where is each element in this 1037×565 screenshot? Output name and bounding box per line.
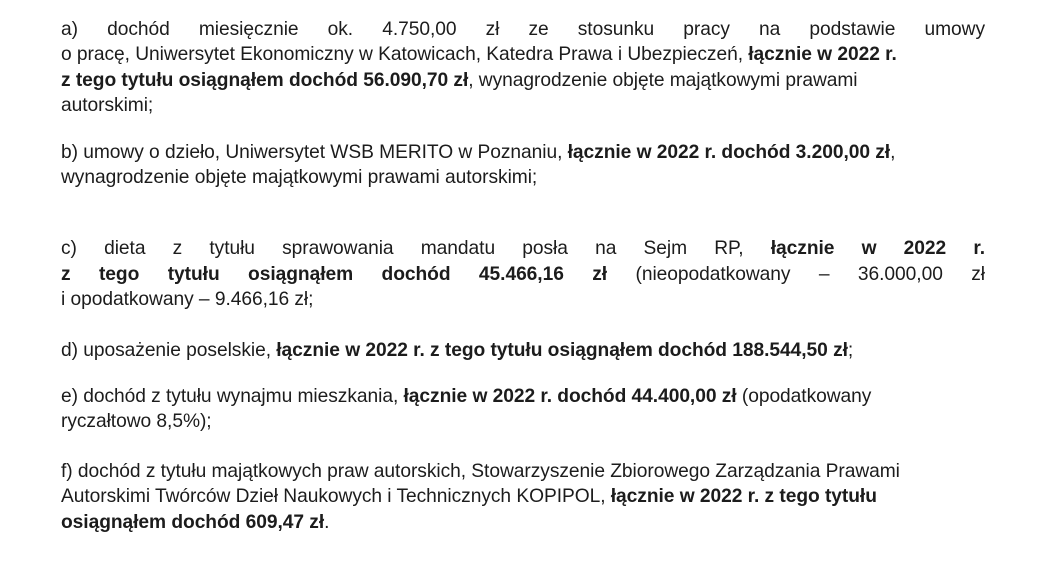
text-run: ryczałtowo 8,5%); (61, 411, 212, 433)
text-line (61, 338, 985, 363)
bold-text-run: łącznie w 2022 r. z tego tytułu (610, 486, 877, 508)
text-line (61, 510, 985, 535)
paragraph-spacer (61, 435, 985, 459)
text-run: ; (847, 339, 854, 361)
income-item-c (61, 236, 985, 312)
text-run: d) uposażenie poselskie, (61, 339, 277, 361)
text-run: wynagrodzenie objęte majątkowymi prawami autorskimi; (61, 167, 538, 189)
bold-text-run: łącznie w 2022 r. z tego tytułu osiągnąłem dochód 188.544,50 zł (276, 339, 848, 361)
document-text-body (61, 17, 985, 535)
text-run: autorskimi; (61, 95, 154, 117)
text-line (61, 262, 985, 287)
bold-text-run: łącznie w 2022 r. dochód 3.200,00 zł (567, 141, 891, 163)
paragraph-spacer (61, 190, 985, 236)
income-item-b (61, 140, 985, 191)
income-item-f (61, 459, 985, 535)
text-run: , (890, 141, 896, 163)
text-run: c) dieta z tytułu sprawowania mandatu posła na Sejm RP, (61, 238, 771, 260)
text-line (61, 484, 985, 509)
bold-text-run: z tego tytułu osiągnąłem dochód 45.466,16 zł (61, 263, 608, 285)
text-run: b) umowy o dzieło, Uniwersytet WSB MERITO w Poznaniu, (61, 141, 568, 163)
text-line (61, 68, 985, 93)
bold-text-run: łącznie w 2022 r. (770, 238, 985, 260)
text-line (61, 409, 985, 434)
text-run: , wynagrodzenie objęte majątkowymi prawami (468, 69, 858, 91)
text-run: f) dochód z tytułu majątkowych praw autorskich, Stowarzyszenie Zbiorowego Zarządzania Prawami (61, 460, 900, 482)
text-run: i opodatkowany – 9.466,16 zł; (61, 289, 314, 311)
text-line (61, 93, 985, 118)
text-run: o pracę, Uniwersytet Ekonomiczny w Katowicach, Katedra Prawa i Ubezpieczeń, (61, 44, 749, 66)
text-line (61, 236, 985, 261)
text-line (61, 384, 985, 409)
income-item-d (61, 338, 985, 363)
text-line (61, 42, 985, 67)
text-line (61, 165, 985, 190)
paragraph-spacer (61, 363, 985, 384)
text-line (61, 459, 985, 484)
bold-text-run: z tego tytułu osiągnąłem dochód 56.090,70 zł (61, 69, 469, 91)
text-run: Autorskimi Twórców Dzieł Naukowych i Technicznych KOPIPOL, (61, 486, 611, 508)
text-run: . (324, 511, 330, 533)
bold-text-run: łącznie w 2022 r. (748, 44, 897, 66)
text-line (61, 140, 985, 165)
text-line (61, 17, 985, 42)
text-run: (nieopodatkowany – 36.000,00 zł (607, 263, 985, 285)
income-item-e (61, 384, 985, 435)
paragraph-spacer (61, 119, 985, 140)
income-item-a (61, 17, 985, 119)
bold-text-run: osiągnąłem dochód 609,47 zł (61, 511, 325, 533)
text-run: a) dochód miesięcznie ok. 4.750,00 zł ze stosunku pracy na podstawie umowy (61, 19, 985, 40)
text-run: e) dochód z tytułu wynajmu mieszkania, (61, 386, 404, 408)
bold-text-run: łącznie w 2022 r. dochód 44.400,00 zł (403, 386, 737, 408)
paragraph-spacer (61, 313, 985, 338)
text-run: (opodatkowany (736, 386, 872, 408)
text-line (61, 287, 985, 312)
